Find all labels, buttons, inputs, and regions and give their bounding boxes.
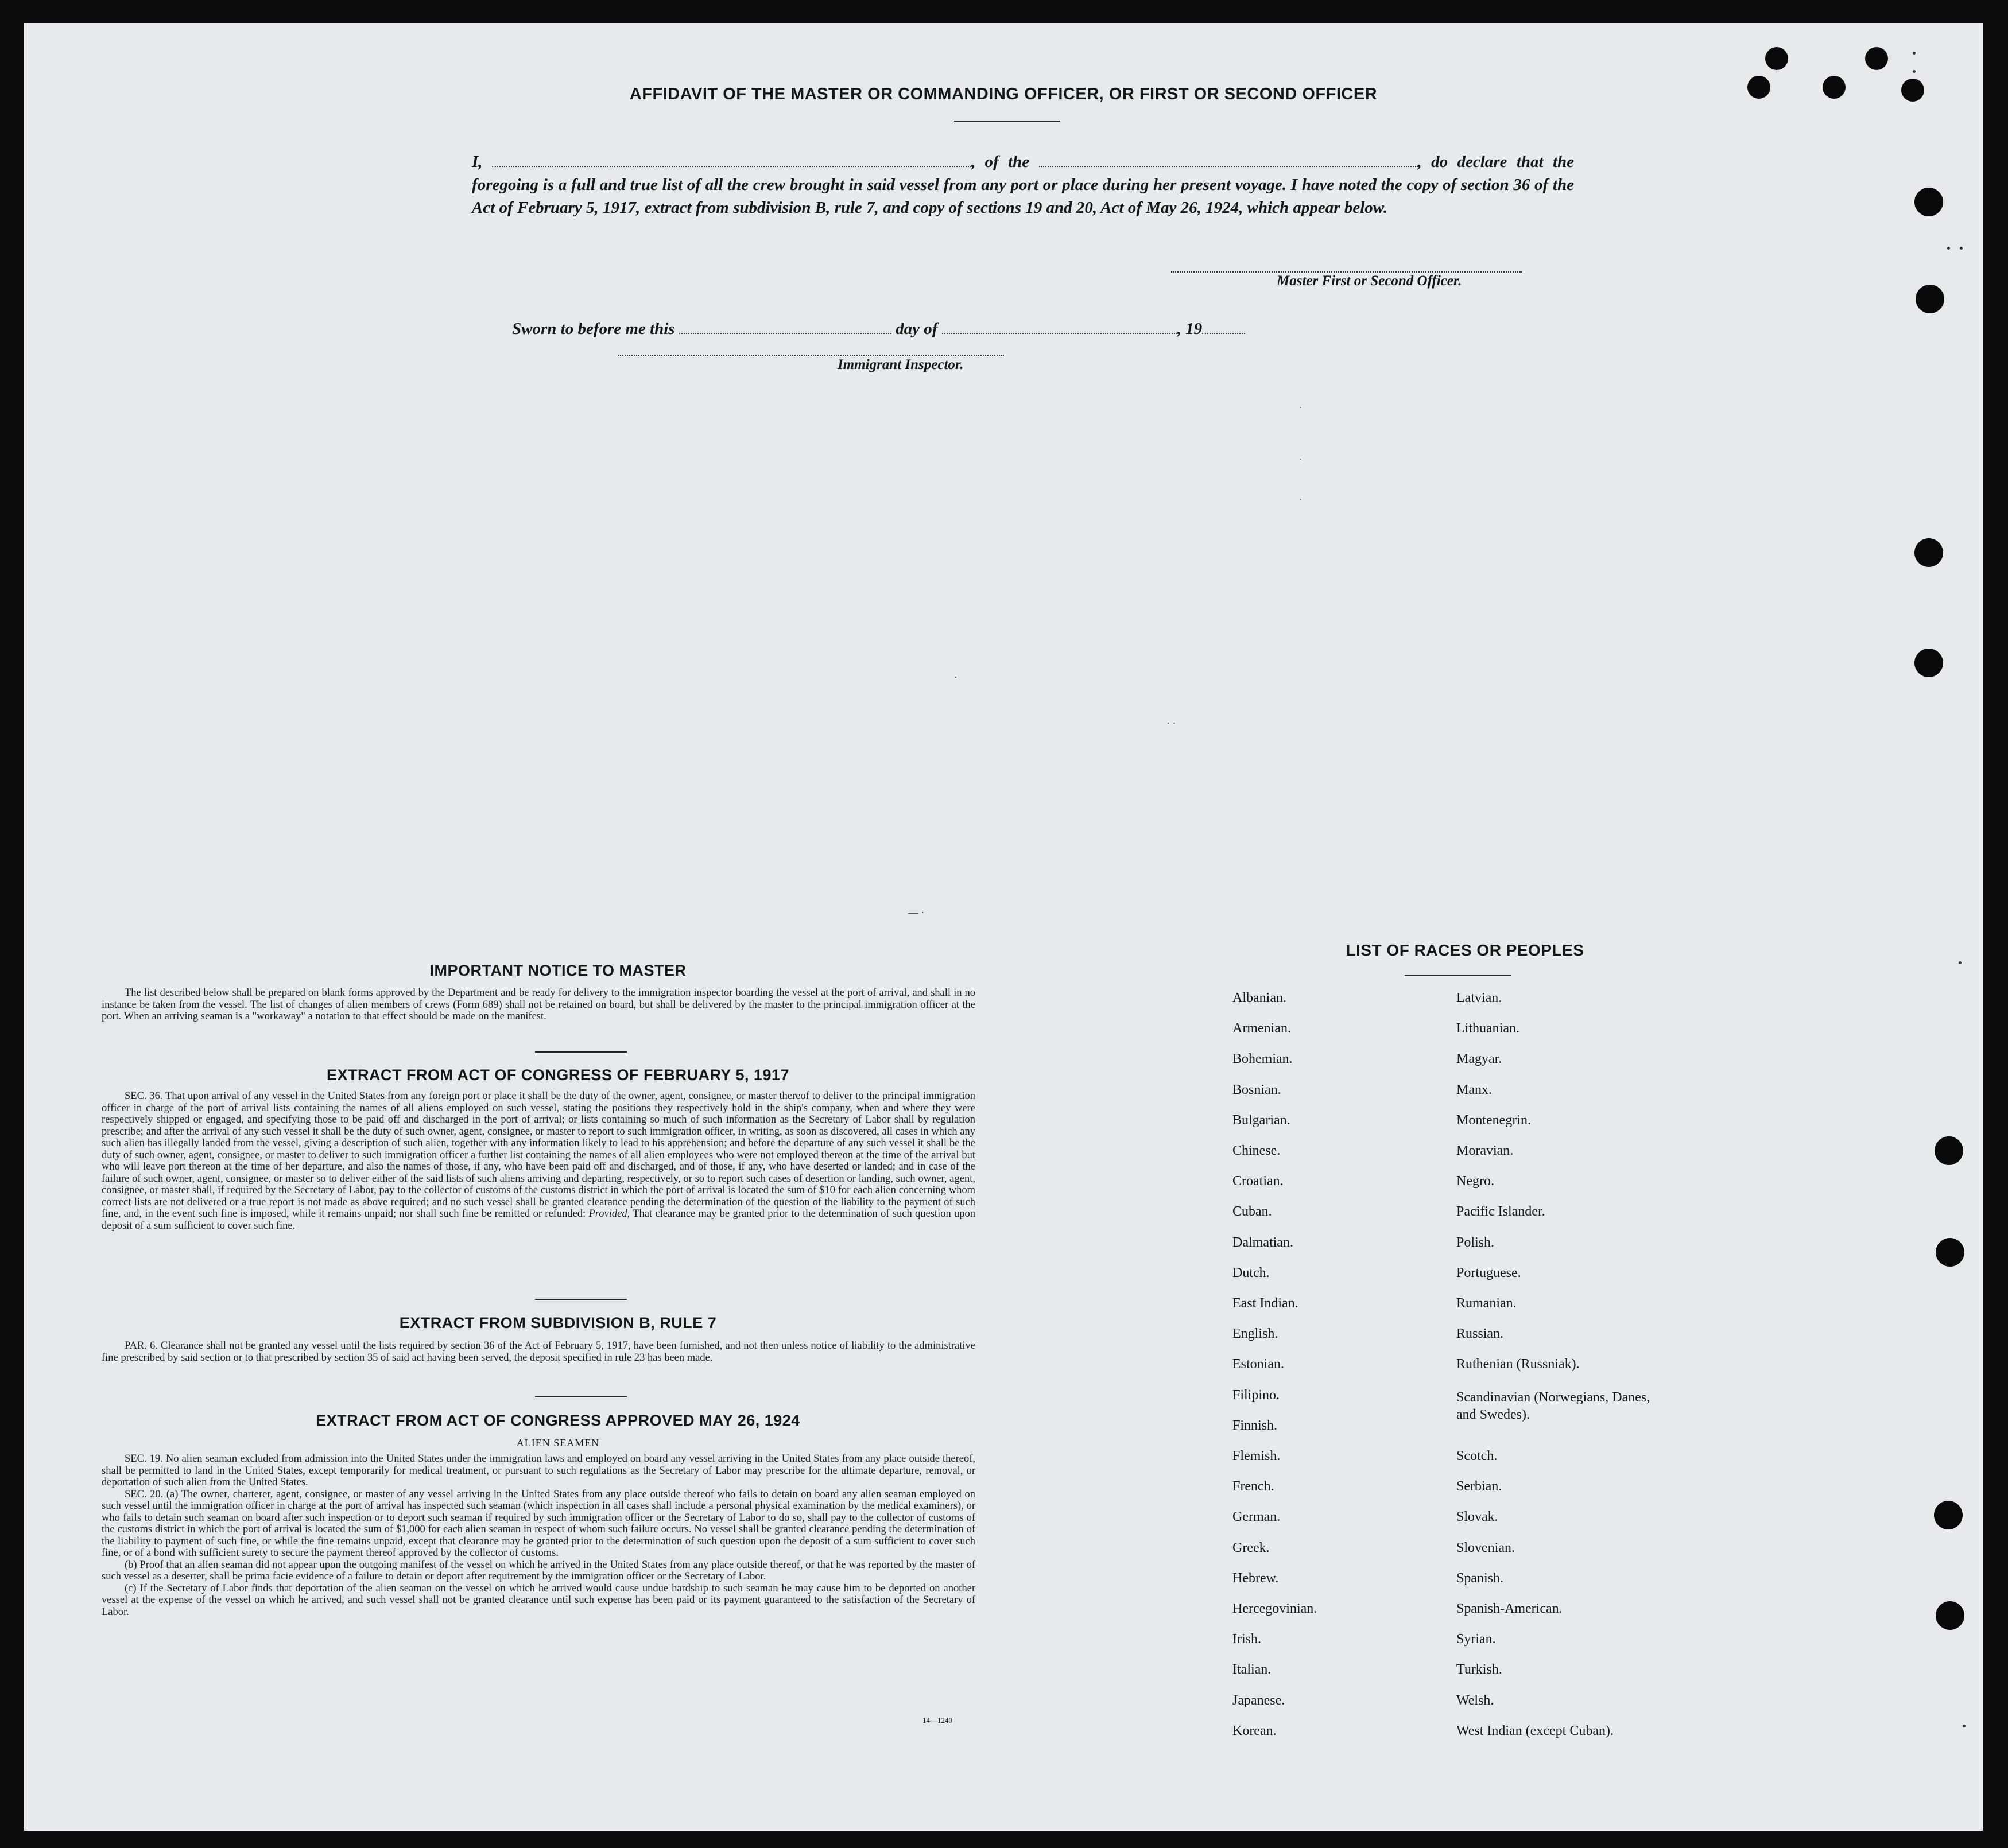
declaration-word: I, bbox=[472, 153, 483, 171]
inspector-label: Immigrant Inspector. bbox=[838, 357, 964, 372]
race-item: Chinese. bbox=[1232, 1143, 1281, 1158]
punch-hole bbox=[1914, 538, 1943, 567]
declaration-word: , do declare bbox=[1417, 153, 1507, 171]
race-item: Magyar. bbox=[1456, 1051, 1502, 1067]
master-signature-line bbox=[1171, 271, 1522, 273]
extract-1924-heading: EXTRACT FROM ACT OF CONGRESS APPROVED MAY 26, 1924 bbox=[316, 1412, 800, 1429]
punch-hole bbox=[1936, 1601, 1964, 1630]
speck bbox=[1913, 52, 1916, 55]
form-page bbox=[24, 23, 1983, 1831]
race-item: Slovak. bbox=[1456, 1509, 1498, 1525]
race-item: East Indian. bbox=[1232, 1296, 1298, 1311]
race-item: Korean. bbox=[1232, 1723, 1277, 1738]
race-item: Estonian. bbox=[1232, 1357, 1284, 1372]
race-item: Pacific Islander. bbox=[1456, 1204, 1545, 1220]
races-heading: LIST OF RACES OR PEOPLES bbox=[1346, 941, 1584, 959]
race-item: Croatian. bbox=[1232, 1174, 1284, 1189]
race-item: Rumanian. bbox=[1456, 1296, 1517, 1311]
race-item: Armenian. bbox=[1232, 1021, 1291, 1036]
extract-1917-body: SEC. 36. That upon arrival of any vessel in the United States from any foreign port or place it shall be the duty of the owner, agent, consignee, or master thereof to deliver to the principal immigration officer in charge of the port of arrival lists containing the names of all aliens employed on such vessel, stating the positions they respectively hold in the ship's company, when and where they were respectively shipped or engaged, and specifying those to be paid off and discharged in the port of arrival; or lists containing so much of such information as the Secretary of Labor shall by regulation prescribe; and after the arrival of any such vessel it shall be the duty of such owner, agent, consignee, or master to report to such immigration officer, in writing, as soon as discovered, all cases in which any such alien has illegally landed from the vessel, giving a description of such alien, together with any information likely to lead to his apprehension; and before the departure of any such vessel it shall be the duty of such owner, agent, consignee, or master to deliver to such immigration officer a further list containing the names of all alien employees who were not employed thereon at the time of the arrival but who will leave port thereon at the time of her departure, and also the names of those, if any, who have been paid off and discharged, and of those, if any, who have deserted or landed; and in case of the failure of such owner, agent, consignee, or master so to deliver either of the said lists of such aliens arriving and departing, respectively, or so to report such cases of desertion or landing, such owner, agent, consignee, or master shall, if required by the Secretary of Labor, pay to the collector of customs of the customs district in which the port of arrival is located the sum of $10 for each alien concerning whom correct lists are not delivered or a true report is not made as above required; and no such vessel shall be granted clearance pending the determination of the question of the liability to the payment of such fine, and, in the event such fine is imposed, while it remains unpaid; nor shall such fine be remitted or refunded: bbox=[102, 1090, 975, 1220]
race-item: Hebrew. bbox=[1232, 1570, 1279, 1586]
race-item: Scandinavian (Norwegians, Danes, and Swedes). bbox=[1456, 1389, 1650, 1422]
race-item: Spanish. bbox=[1456, 1570, 1504, 1586]
race-item: Flemish. bbox=[1232, 1449, 1281, 1463]
race-item: Dalmatian. bbox=[1232, 1234, 1293, 1250]
race-item: Bohemian. bbox=[1232, 1051, 1293, 1067]
extract-1917-proviso: Provided, bbox=[588, 1208, 630, 1220]
race-item: Cuban. bbox=[1232, 1204, 1272, 1220]
sworn-line bbox=[512, 318, 1245, 339]
extract-1917-proviso-text: That clearance may be granted prior to the determination of such question upon deposit of a sum sufficient to cover such fine. bbox=[102, 1208, 976, 1232]
race-item: Spanish-American. bbox=[1456, 1601, 1563, 1616]
race-item: Montenegrin. bbox=[1456, 1112, 1531, 1128]
declaration bbox=[472, 150, 1574, 219]
extract-1924-subheading: ALIEN SEAMEN bbox=[516, 1437, 600, 1449]
race-item: Manx. bbox=[1456, 1082, 1492, 1097]
notice-text: The list described below shall be prepared on blank forms approved by the Department and be ready for delivery to the immigration inspector boarding the vessel at the port of arrival, and shall in no instance be taken from the vessel. The list of changes of alien members of crews (Form 689) shall not be retained on board, but shall be delivered by the master to the principal immigration officer at the port. When an arriving seaman is a "workaway" a notation to that effect should be made on the manifest. bbox=[102, 987, 975, 1022]
race-item: Negro. bbox=[1456, 1174, 1494, 1189]
sworn-day-of: day of bbox=[896, 320, 938, 338]
race-item: Syrian. bbox=[1456, 1632, 1496, 1647]
title-rule bbox=[954, 121, 1060, 122]
race-item: English. bbox=[1232, 1326, 1278, 1342]
race-item: Italian. bbox=[1232, 1662, 1272, 1678]
race-item: Slovenian. bbox=[1456, 1540, 1515, 1555]
extract-1924-text bbox=[102, 1453, 975, 1618]
race-item: Moravian. bbox=[1456, 1143, 1514, 1158]
name-line bbox=[492, 151, 971, 167]
declaration-text: that the foregoing is a full and true list of all the crew brought in said vessel from any port or place during her present voyage. I have noted the copy of section 36 of the Act of February 5, 1917, extract from subdivision B, rule 7, and copy of sections 19 and 20, Act of May 26, 1924, which appear below. bbox=[472, 153, 1574, 217]
speck bbox=[1959, 961, 1962, 964]
extract-rule7-heading: EXTRACT FROM SUBDIVISION B, RULE 7 bbox=[399, 1314, 717, 1331]
stray-mark: · bbox=[1298, 494, 1302, 505]
section-19: SEC. 19. No alien seaman excluded from admission into the United States under the immigration laws and employed on board any vessel arriving in the United States from any place outside thereof, shall be permitted to land in the United States, except temporarily for medical treatment, or pursuant to such regulations as the Secretary of Labor may prescribe for the ultimate departure, removal, or deportation of such alien from the United States. bbox=[102, 1453, 975, 1488]
race-item: Dutch. bbox=[1232, 1265, 1270, 1280]
punch-hole bbox=[1936, 1238, 1964, 1267]
race-item: Greek. bbox=[1232, 1540, 1270, 1555]
punch-hole bbox=[1914, 188, 1943, 216]
extract-1917-text bbox=[102, 1090, 975, 1232]
extract-1917-heading: EXTRACT FROM ACT OF CONGRESS OF FEBRUARY 5, 1917 bbox=[326, 1066, 790, 1084]
declaration-word: , of the bbox=[971, 153, 1030, 171]
race-item: Finnish. bbox=[1232, 1418, 1278, 1433]
race-item: Scotch. bbox=[1456, 1449, 1498, 1463]
race-item: Irish. bbox=[1232, 1632, 1261, 1647]
section-20c: (c) If the Secretary of Labor finds that deportation of the alien seaman on the vessel on which he arrived would cause undue hardship to such seaman he may cause him to be deported on another vessel at the expense of the vessel on which he arrived, and such vessel shall not be granted clearance until such expense has been paid or its payment guaranteed to the satisfaction of the Secretary of Labor. bbox=[102, 1582, 975, 1618]
section-20b: (b) Proof that an alien seaman did not appear upon the outgoing manifest of the vessel on which he arrived in the United States from any place outside thereof, or that he was reported by the master of such vessel as a deserter, shall be prima facie evidence of a failure to detain or deport after requirement by the immigration officer or the Secretary of Labor. bbox=[102, 1559, 975, 1582]
inspector-signature-line bbox=[618, 355, 1004, 356]
sworn-year: , 19 bbox=[1177, 320, 1203, 338]
stray-mark: · · bbox=[1166, 717, 1176, 729]
stray-mark: · bbox=[1298, 453, 1302, 465]
speck bbox=[1913, 70, 1916, 73]
punch-hole bbox=[1914, 649, 1943, 677]
affidavit-title: AFFIDAVIT OF THE MASTER OR COMMANDING OFFICER, OR FIRST OR SECOND OFFICER bbox=[629, 85, 1378, 103]
form-code: 14—1240 bbox=[922, 1716, 952, 1725]
race-item: Hercegovinian. bbox=[1232, 1601, 1317, 1616]
punch-hole bbox=[1935, 1136, 1963, 1165]
punch-hole bbox=[1934, 1501, 1963, 1529]
race-item: Lithuanian. bbox=[1456, 1021, 1519, 1036]
stray-mark: · bbox=[1298, 402, 1302, 413]
stray-mark: — · bbox=[908, 907, 925, 918]
race-item: Welsh. bbox=[1456, 1692, 1494, 1708]
race-item: West Indian (except Cuban). bbox=[1456, 1723, 1614, 1738]
section-rule bbox=[535, 1051, 627, 1053]
sworn-prefix: Sworn to before me this bbox=[512, 320, 675, 338]
race-item: Portuguese. bbox=[1456, 1265, 1521, 1280]
race-item: Ruthenian (Russniak). bbox=[1456, 1357, 1580, 1372]
master-label: Master First or Second Officer. bbox=[1277, 273, 1462, 289]
notice-heading: IMPORTANT NOTICE TO MASTER bbox=[429, 962, 687, 979]
extract-rule7-text: PAR. 6. Clearance shall not be granted any vessel until the lists required by section 36 of the Act of February 5, 1917, have been furnished, and not then unless notice of liability to the administrative fine prescribed by said section or to that prescribed by section 35 of said act having been served, the deposit specified in rule 23 has been made. bbox=[102, 1340, 975, 1364]
race-item: Latvian. bbox=[1456, 991, 1502, 1005]
race-item: Polish. bbox=[1456, 1234, 1495, 1250]
race-item: Bulgarian. bbox=[1232, 1112, 1290, 1128]
sworn-day-line bbox=[679, 318, 891, 334]
races-rule bbox=[1405, 975, 1511, 976]
sworn-year-line bbox=[1202, 318, 1245, 334]
race-item: Japanese. bbox=[1232, 1692, 1285, 1708]
race-item: German. bbox=[1232, 1509, 1281, 1525]
race-item: Albanian. bbox=[1232, 991, 1286, 1005]
section-rule bbox=[535, 1299, 627, 1300]
punch-hole bbox=[1916, 285, 1944, 313]
race-item: French. bbox=[1232, 1479, 1274, 1494]
punch-hole bbox=[1865, 47, 1888, 70]
stray-mark: · bbox=[954, 671, 958, 683]
vessel-line bbox=[1039, 151, 1418, 167]
race-item: Filipino. bbox=[1232, 1387, 1280, 1403]
speck bbox=[1960, 247, 1963, 250]
punch-hole bbox=[1765, 47, 1788, 70]
race-item: Serbian. bbox=[1456, 1479, 1502, 1494]
race-item: Bosnian. bbox=[1232, 1082, 1281, 1097]
speck bbox=[1947, 247, 1950, 250]
section-20a: SEC. 20. (a) The owner, charterer, agent, consignee, or master of any vessel arriving in the United States from any place outside thereof who fails to detain on board any alien seaman employed on such vessel until the immigration officer in charge at the port of arrival has inspected such seaman (which inspection in all cases shall include a personal physical examination by the medical examiners), or who fails to detain such seaman on board after such inspection or to deport such seaman if required by such immigration officer or the Secretary of Labor to do so, shall pay to the collector of customs of the customs district in which the port of arrival is located the sum of $1,000 for each alien seaman in respect of whom such failure occurs. No vessel shall be granted clearance pending the determination of the liability to payment of such fine, or while the fine remains unpaid, except that clearance may be granted prior to the determination of such question upon the deposit of a sum sufficient to cover such fine, or of a bond with sufficient surety to secure the payment thereof approved by the collector of customs. bbox=[102, 1488, 975, 1559]
race-item: Turkish. bbox=[1456, 1662, 1502, 1678]
section-rule bbox=[535, 1396, 627, 1397]
race-item: Russian. bbox=[1456, 1326, 1504, 1342]
sworn-month-line bbox=[942, 318, 1177, 334]
speck bbox=[1963, 1725, 1966, 1727]
